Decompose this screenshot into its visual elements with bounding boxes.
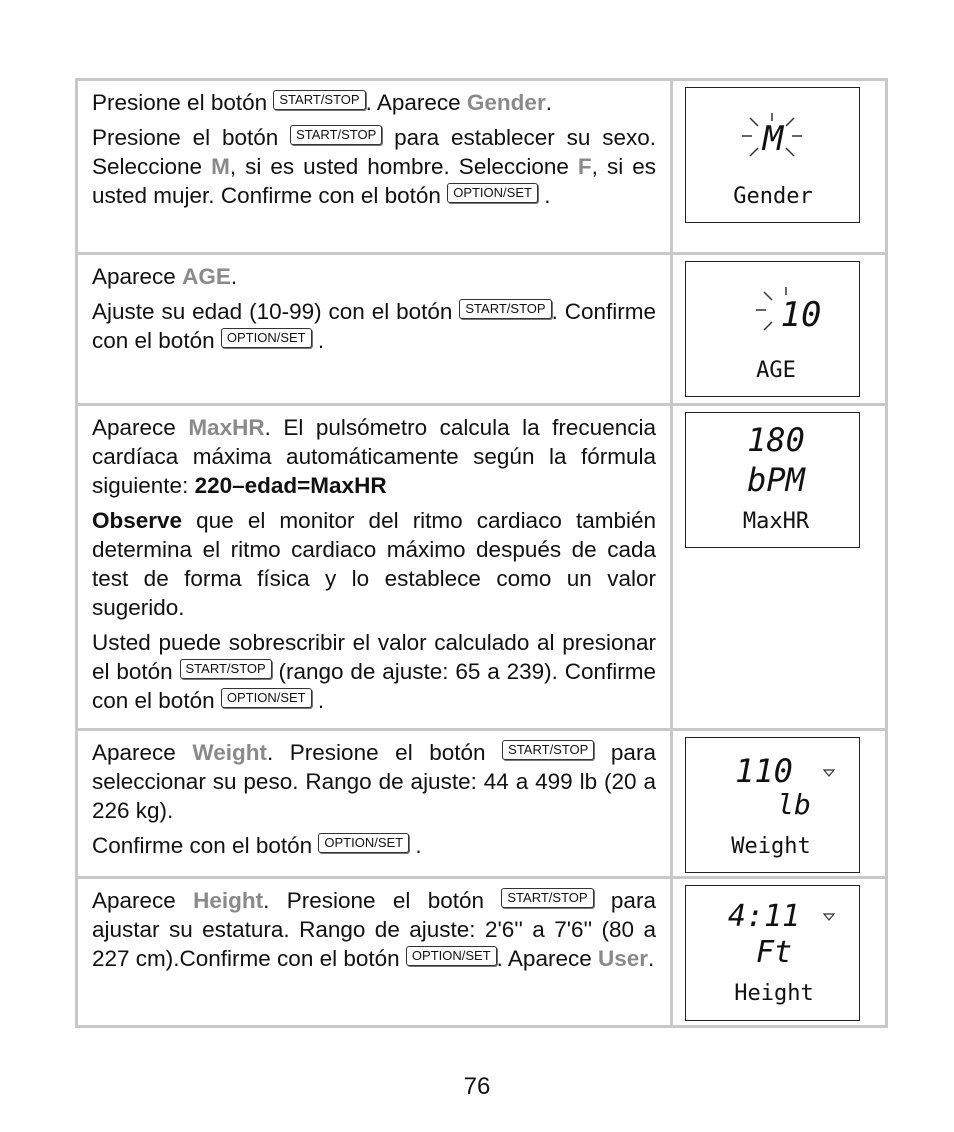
manual-table: [75, 78, 888, 1028]
lcd-value: 110: [735, 752, 793, 790]
age-keyword: AGE: [182, 264, 231, 289]
text: Aparece: [92, 740, 176, 765]
instruction-paragraph: [92, 413, 656, 500]
display-cell: [672, 254, 887, 405]
page-number: 76: [463, 1073, 491, 1100]
start-stop-button: START/STOP: [290, 125, 382, 145]
text: Usted puede sobrescribir el valor calculado al presionar el botón: [92, 630, 656, 684]
text: .: [545, 90, 552, 115]
table-row: [77, 80, 887, 254]
text: Ajuste su edad (10-99) con el botón: [92, 299, 453, 324]
start-stop-button: START/STOP: [501, 888, 593, 908]
text: para seleccionar su peso. Rango de ajuste: 44 a 499 lb (20 a 226 kg).: [92, 740, 656, 823]
lcd-display: [685, 737, 860, 873]
text: Presione el botón: [92, 125, 279, 150]
instruction-paragraph: [92, 506, 656, 622]
lcd-display: [685, 87, 860, 223]
lcd-value: M: [762, 119, 784, 159]
lcd-label: MaxHR: [742, 509, 810, 534]
instruction-paragraph: [92, 886, 656, 973]
start-stop-button: START/STOP: [180, 659, 272, 679]
height-keyword: Height: [193, 888, 264, 913]
text: . Aparece: [365, 90, 461, 115]
option-set-button: OPTION/SET: [318, 833, 409, 853]
option-set-button: OPTION/SET: [447, 183, 538, 203]
lcd-unit: bPM: [747, 461, 805, 499]
text: .: [544, 183, 551, 208]
lcd-age: [686, 262, 859, 396]
option-set-button: OPTION/SET: [221, 328, 312, 348]
instruction-paragraph: [92, 123, 656, 210]
table-row: [77, 730, 887, 878]
table-row: [77, 878, 887, 1027]
text: . Aparece: [496, 946, 592, 971]
text: .: [317, 688, 325, 713]
start-stop-button: START/STOP: [273, 90, 365, 110]
text: Confirme con el botón: [92, 833, 313, 858]
instruction-cell: [77, 878, 672, 1027]
lcd-label: Gender: [733, 184, 813, 209]
instruction-paragraph: [92, 738, 656, 825]
instruction-cell: [77, 405, 672, 730]
lcd-display: [685, 885, 860, 1021]
instruction-cell: [77, 80, 672, 254]
option-set-button: OPTION/SET: [406, 946, 497, 966]
female-keyword: F: [577, 154, 592, 179]
maxhr-keyword: MaxHR: [188, 415, 265, 440]
lcd-maxhr: [686, 413, 859, 547]
text: Aparece: [92, 264, 176, 289]
display-cell: [672, 80, 887, 254]
text: Aparece: [92, 888, 176, 913]
text: Aparece: [92, 415, 176, 440]
start-stop-button: START/STOP: [459, 299, 551, 319]
instruction-paragraph: [92, 831, 656, 860]
lcd-display: [685, 412, 860, 548]
lcd-label: Weight: [731, 834, 811, 859]
text: .: [230, 264, 238, 289]
lcd-unit: Ft: [755, 935, 793, 970]
lcd-gender: [686, 88, 859, 222]
table-row: [77, 405, 887, 730]
text: . El pulsómetro calcula la frecuencia cardíaca máxima automáticamente según la fórmula siguiente:: [92, 415, 656, 498]
text: . Presione el botón: [263, 888, 485, 913]
lcd-value: 180: [747, 421, 805, 459]
lcd-display: [685, 261, 860, 397]
observe-label: Observe: [92, 508, 183, 533]
lcd-label: Height: [734, 981, 814, 1006]
heart-icon: [824, 770, 834, 776]
instruction-paragraph: [92, 297, 656, 355]
table-row: [77, 254, 887, 405]
text: .: [317, 328, 325, 353]
text: que el monitor del ritmo cardiaco también determina el ritmo cardiaco máximo después de cada test de forma física y lo establece como un valor sugerido.: [92, 508, 656, 620]
display-cell: [672, 878, 887, 1027]
instruction-cell: [77, 730, 672, 878]
text: (rango de ajuste: 65 a 239). Confirme con el botón: [92, 659, 656, 713]
text: Presione el botón: [92, 90, 268, 115]
gender-keyword: Gender: [466, 90, 546, 115]
male-keyword: M: [211, 154, 230, 179]
instruction-cell: [77, 254, 672, 405]
start-stop-button: START/STOP: [502, 740, 594, 760]
display-cell: [672, 730, 887, 878]
user-keyword: User: [598, 946, 649, 971]
text: , si es usted hombre. Seleccione: [229, 154, 569, 179]
option-set-button: OPTION/SET: [221, 688, 312, 708]
instruction-paragraph: [92, 262, 656, 291]
instruction-paragraph: [92, 628, 656, 715]
text: .: [648, 946, 655, 971]
weight-keyword: Weight: [192, 740, 267, 765]
lcd-height: [686, 886, 859, 1020]
instruction-paragraph: [92, 88, 656, 117]
text: . Confirme con el botón: [92, 299, 656, 353]
text: .: [415, 833, 422, 858]
lcd-label: AGE: [756, 358, 796, 383]
text: para establecer su sexo. Seleccione: [92, 125, 656, 179]
lcd-value: 4:11: [727, 899, 801, 934]
text: , si es usted mujer. Confirme con el botón: [92, 154, 656, 208]
formula: 220–edad=MaxHR: [194, 473, 387, 498]
lcd-weight: [686, 738, 859, 872]
heart-icon: [824, 914, 834, 920]
text: para ajustar su estatura. Rango de ajuste: 2'6'' a 7'6'' (80 a 227 cm).Confirme con el botón: [92, 888, 656, 971]
lcd-unit: lb: [777, 788, 811, 821]
text: . Presione el botón: [266, 740, 486, 765]
lcd-value: 10: [780, 295, 822, 335]
display-cell: [672, 405, 887, 730]
